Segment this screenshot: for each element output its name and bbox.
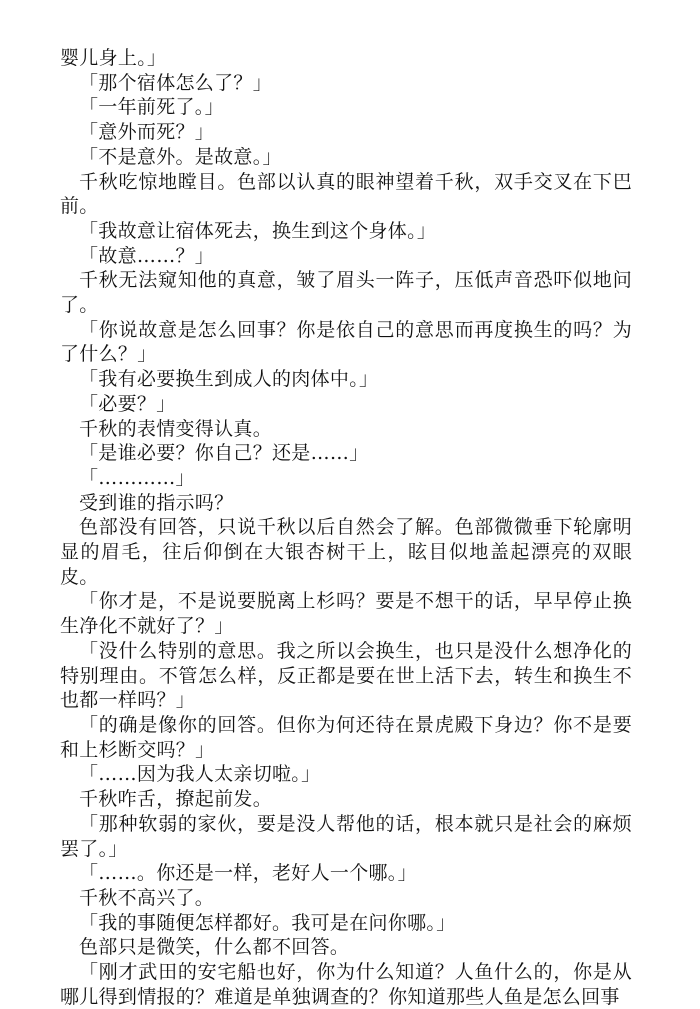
paragraph: 「不是意外。是故意。」 bbox=[79, 145, 282, 168]
paragraph: 「的确是像你的回答。但你为何还待在景虎殿下身边？你不是要和上杉断交吗？」 bbox=[60, 713, 632, 761]
document-page bbox=[60, 46, 632, 1009]
paragraph: 婴儿身上。」 bbox=[60, 47, 167, 69]
paragraph: 千秋咋舌，撩起前发。 bbox=[79, 788, 273, 811]
paragraph: 千秋不高兴了。 bbox=[79, 886, 215, 909]
paragraph: 「没什么特别的意思。我之所以会换生，也只是没什么想净化的特别理由。不管怎么样，反正都是要在世上活下去，转生和换生不也都一样吗？」 bbox=[60, 639, 632, 712]
paragraph: 「你说故意是怎么回事？你是依自己的意思而再度换生的吗？为了什么？」 bbox=[60, 318, 632, 366]
paragraph: 「那种软弱的家伙，要是没人帮他的话，根本就只是社会的麻烦罢了。」 bbox=[60, 812, 632, 860]
paragraph: 千秋的表情变得认真。 bbox=[79, 417, 273, 440]
paragraph: 「是谁必要？你自己？还是……」 bbox=[79, 442, 369, 465]
paragraph: 「……因为我人太亲切啦。」 bbox=[79, 763, 321, 786]
paragraph: 「……。你还是一样，老好人一个哪。」 bbox=[79, 862, 417, 885]
paragraph: 「刚才武田的安宅船也好，你为什么知道？人鱼什么的，你是从哪儿得到情报的？难道是单独调查的？你知道那些人鱼是怎么回事 bbox=[60, 961, 632, 1008]
paragraph: 「我故意让宿体死去，换生到这个身体。」 bbox=[79, 219, 437, 242]
paragraph: 「意外而死？」 bbox=[79, 121, 215, 144]
paragraph: 「我的事随便怎样都好。我可是在问你哪。」 bbox=[79, 911, 456, 934]
paragraph: 「故意……？」 bbox=[79, 244, 215, 267]
paragraph: 「我有必要换生到成人的肉体中。」 bbox=[79, 368, 379, 391]
paragraph: 色部只是微笑，什么都不回答。 bbox=[79, 936, 350, 959]
paragraph: 受到谁的指示吗？ bbox=[79, 491, 234, 514]
paragraph: 色部没有回答，只说千秋以后自然会了解。色部微微垂下轮廓明显的眉毛，往后仰倒在大银杏树干上，眩目似地盖起漂亮的双眼皮。 bbox=[60, 516, 632, 588]
paragraph: 「一年前死了。」 bbox=[79, 96, 224, 119]
paragraph: 「那个宿体怎么了？」 bbox=[79, 71, 273, 94]
paragraph: 「你才是，不是说要脱离上杉吗？要是不想干的话，早早停止换生净化不就好了？」 bbox=[60, 590, 632, 638]
paragraph: 千秋吃惊地瞠目。色部以认真的眼神望着千秋，双手交叉在下巴前。 bbox=[60, 170, 632, 218]
paragraph: 「…………」 bbox=[79, 466, 195, 489]
paragraph: 千秋无法窥知他的真意，皱了眉头一阵子，压低声音恐吓似地问了。 bbox=[60, 269, 632, 317]
paragraph: 「必要？」 bbox=[79, 392, 176, 415]
